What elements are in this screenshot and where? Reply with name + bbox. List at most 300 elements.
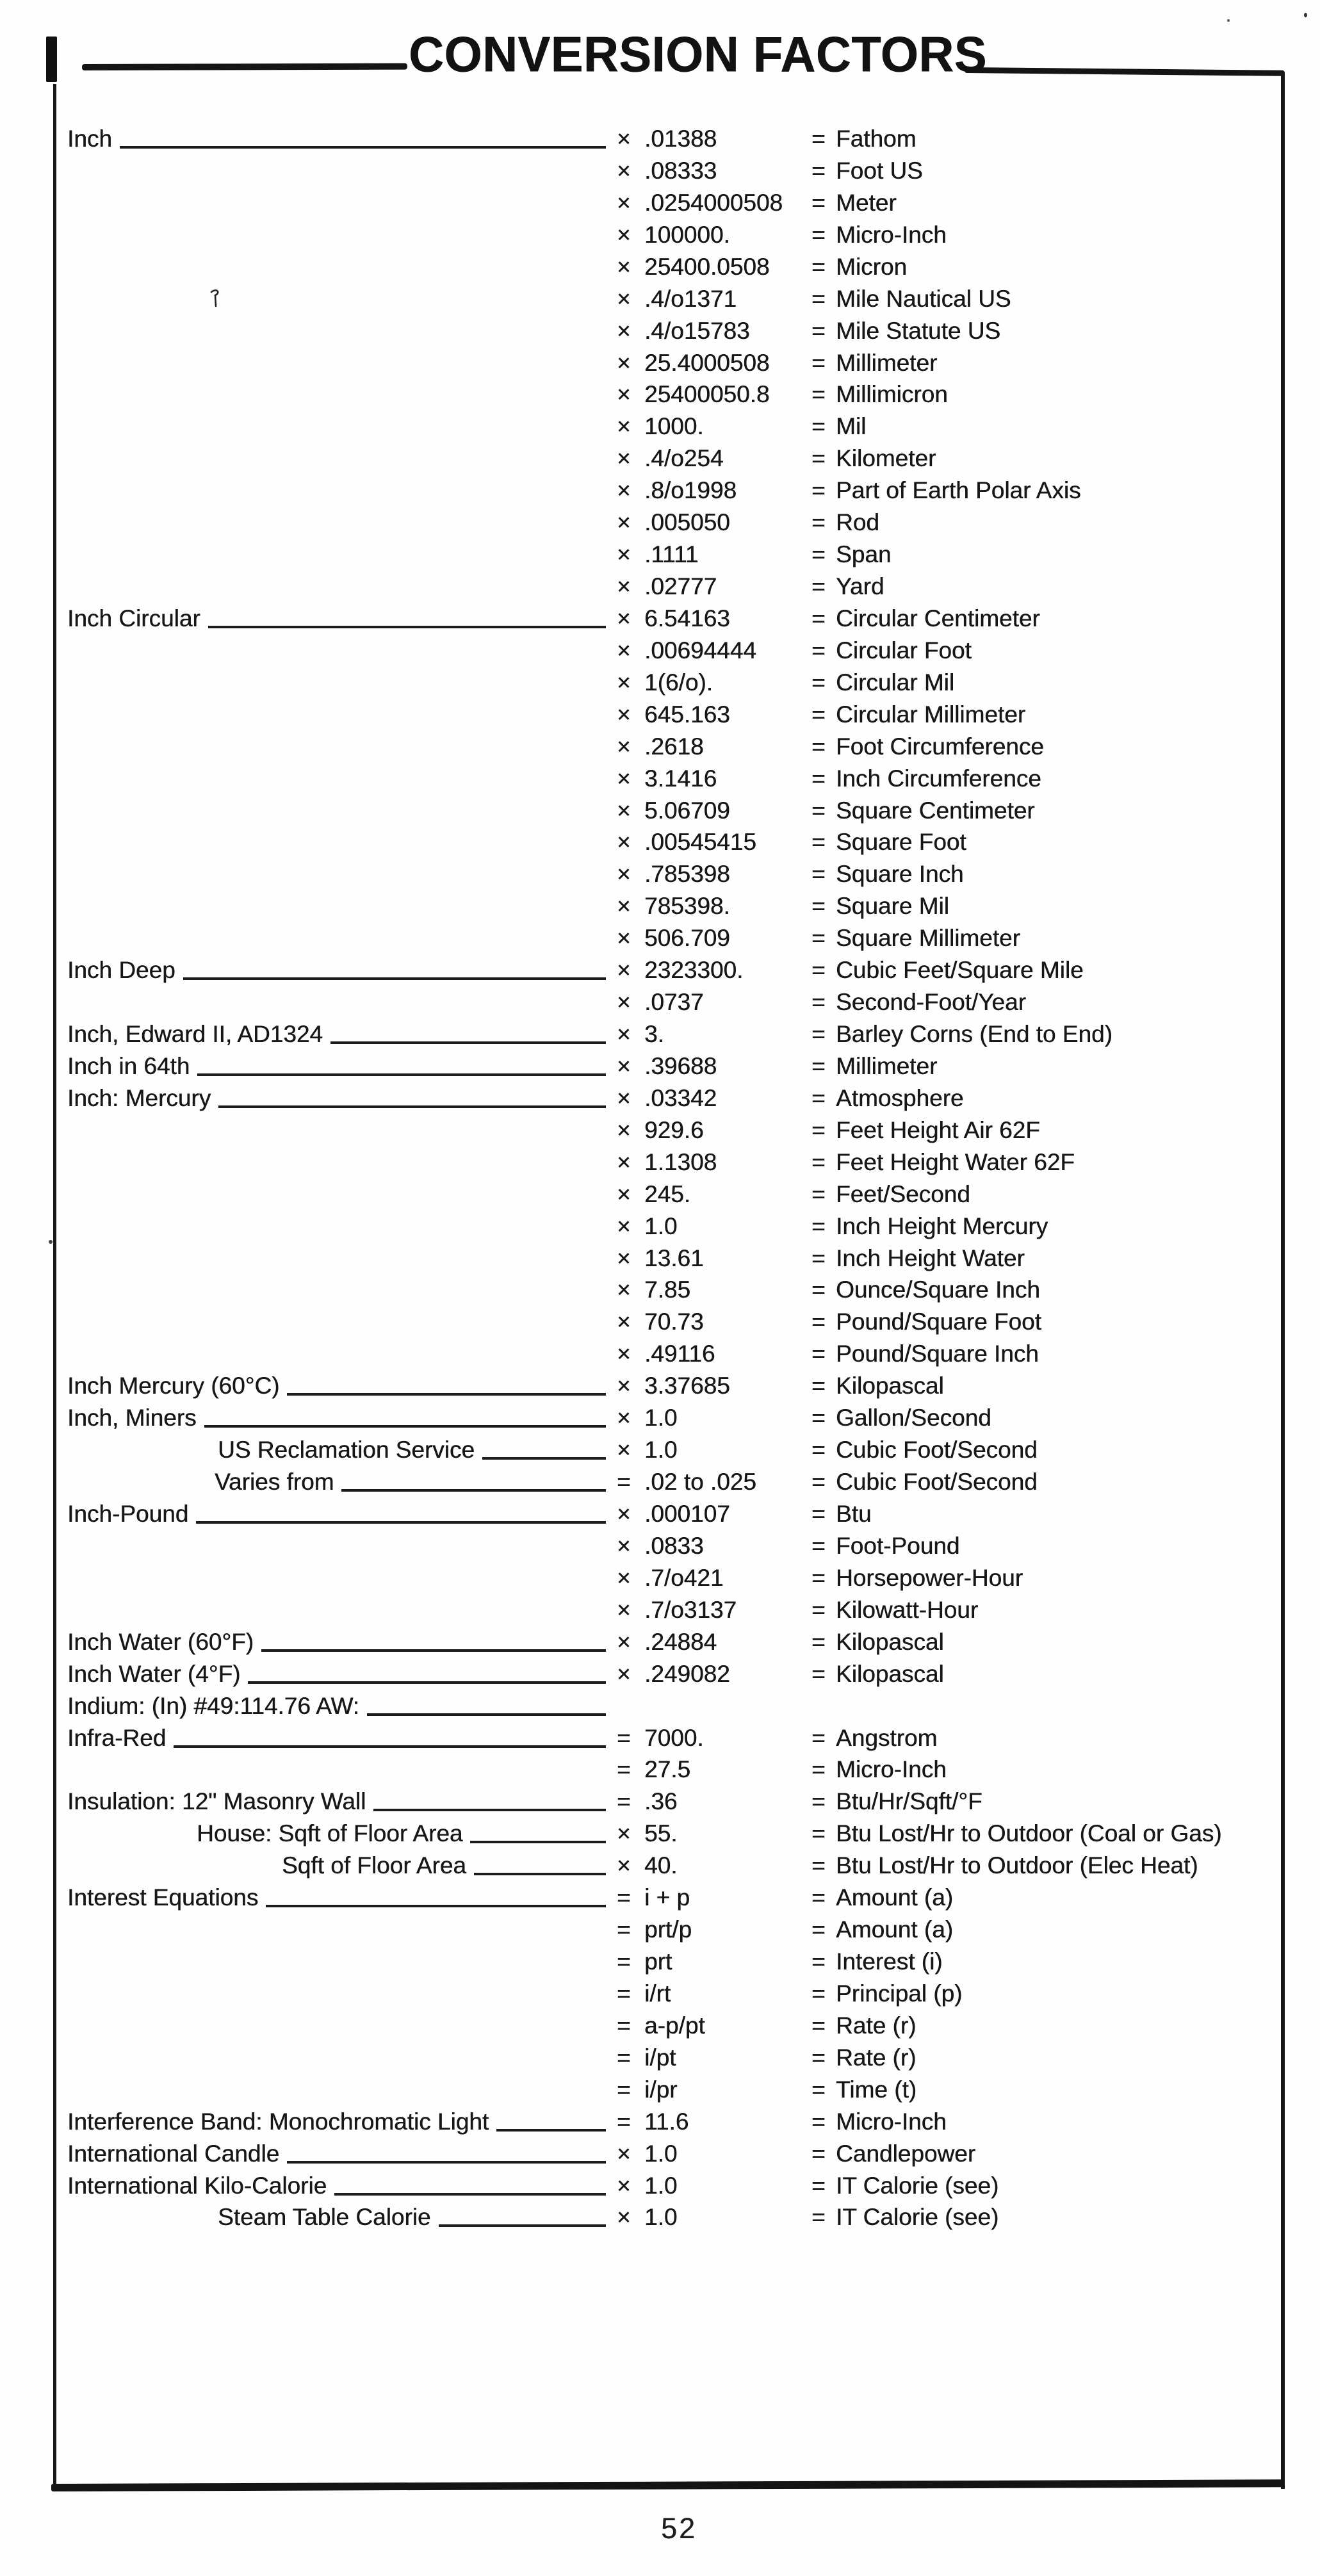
row-operator: = (617, 2108, 631, 2135)
table-row (0, 1050, 1320, 1082)
row-factor-value: .39688 (644, 1052, 717, 1079)
row-term-label: Inch: Mercury (67, 1084, 211, 1111)
row-equals-sign: = (811, 445, 826, 472)
table-row (0, 1018, 1320, 1050)
row-result-unit: Foot US (836, 157, 923, 184)
row-leader-line (174, 1722, 606, 1748)
table-row (0, 315, 1320, 347)
row-operator: = (617, 1884, 631, 1911)
row-equals-sign: = (811, 1084, 826, 1111)
row-result-unit: Cubic Feet/Square Mile (836, 957, 1084, 984)
row-operator: × (617, 797, 631, 824)
row-factor-value: 1.0 (644, 2204, 678, 2231)
table-row (0, 667, 1320, 699)
row-label-group (67, 1722, 608, 1754)
row-operator: × (617, 189, 631, 216)
row-leader-line (330, 1018, 606, 1044)
row-leader-line (367, 1690, 606, 1716)
row-factor-value: .08333 (644, 157, 717, 184)
row-equals-sign: = (811, 381, 826, 408)
row-factor-value: .0254000508 (644, 189, 783, 216)
row-label-group (67, 1690, 608, 1722)
row-operator: × (617, 126, 631, 152)
row-result-unit: Cubic Foot/Second (836, 1437, 1038, 1463)
row-term-label: Interest Equations (67, 1884, 259, 1911)
row-operator: × (617, 285, 631, 312)
row-operator: × (617, 1148, 631, 1175)
row-leader-line (373, 1786, 606, 1811)
row-equals-sign: = (811, 349, 826, 376)
row-equals-sign: = (811, 925, 826, 952)
row-equals-sign: = (811, 1405, 826, 1431)
row-equals-sign: = (811, 1500, 826, 1527)
table-row (0, 1946, 1320, 1978)
row-factor-value: 1.0 (644, 1437, 678, 1463)
row-result-unit: Second-Foot/Year (836, 989, 1026, 1016)
row-operator: × (617, 1244, 631, 1271)
row-operator: × (617, 1212, 631, 1239)
row-equals-sign: = (811, 1980, 826, 2007)
row-equals-sign: = (811, 829, 826, 856)
row-result-unit: IT Calorie (see) (836, 2172, 999, 2199)
row-equals-sign: = (811, 2044, 826, 2071)
row-result-unit: Rate (r) (836, 2012, 917, 2039)
row-term-label: Insulation: 12" Masonry Wall (67, 1788, 366, 1815)
row-equals-sign: = (811, 2012, 826, 2039)
row-equals-sign: = (811, 701, 826, 728)
table-row (0, 283, 1320, 315)
stray-pen-mark (209, 288, 224, 310)
row-result-unit: Circular Foot (836, 637, 972, 664)
row-equals-sign: = (811, 1052, 826, 1079)
row-equals-sign: = (811, 861, 826, 888)
row-leader-line (334, 2170, 606, 2196)
row-result-unit: Circular Millimeter (836, 701, 1026, 728)
row-factor-value: 7000. (644, 1724, 704, 1751)
row-result-unit: Millimeter (836, 349, 938, 376)
row-equals-sign: = (811, 477, 826, 504)
row-equals-sign: = (811, 1852, 826, 1879)
row-term-label: International Kilo-Calorie (67, 2172, 327, 2199)
table-row (0, 1082, 1320, 1114)
table-row (0, 1306, 1320, 1338)
row-factor-value: .4/o15783 (644, 317, 750, 344)
table-row (0, 411, 1320, 443)
row-term-label: House: Sqft of Floor Area (197, 1820, 463, 1847)
row-leader-line (470, 1818, 606, 1843)
table-row (0, 1370, 1320, 1402)
row-operator: × (617, 413, 631, 440)
table-row (0, 155, 1320, 187)
row-equals-sign: = (811, 541, 826, 568)
row-equals-sign: = (811, 1948, 826, 1975)
row-result-unit: Foot-Pound (836, 1532, 960, 1559)
row-factor-value: 11.6 (644, 2108, 689, 2135)
row-result-unit: Feet Height Air 62F (836, 1116, 1040, 1143)
row-equals-sign: = (811, 989, 826, 1016)
row-equals-sign: = (811, 1788, 826, 1815)
row-factor-value: 3. (644, 1021, 664, 1048)
row-operator: = (617, 1948, 631, 1975)
row-factor-value: 40. (644, 1852, 678, 1879)
row-factor-value: .005050 (644, 509, 730, 536)
row-equals-sign: = (811, 1373, 826, 1399)
row-factor-value: i/pt (644, 2044, 676, 2071)
row-leader-line (248, 1658, 606, 1684)
table-row (0, 1754, 1320, 1786)
row-leader-line (183, 954, 606, 980)
row-equals-sign: = (811, 2108, 826, 2135)
row-result-unit: Feet/Second (836, 1180, 970, 1207)
row-equals-sign: = (811, 637, 826, 664)
row-factor-value: prt (644, 1948, 672, 1975)
row-factor-value: 1(6/o). (644, 669, 713, 696)
row-label-group (67, 1786, 608, 1818)
row-equals-sign: = (811, 669, 826, 696)
row-equals-sign: = (811, 1212, 826, 1239)
row-equals-sign: = (811, 1532, 826, 1559)
row-result-unit: Circular Centimeter (836, 605, 1040, 632)
table-row (0, 1850, 1320, 1882)
row-factor-value: 245. (644, 1180, 691, 1207)
table-row (0, 699, 1320, 731)
row-operator: = (617, 2044, 631, 2071)
row-result-unit: Kilopascal (836, 1628, 944, 1655)
table-row (0, 1146, 1320, 1178)
row-operator: × (617, 1308, 631, 1335)
row-term-label: Sqft of Floor Area (282, 1852, 466, 1879)
row-result-unit: Micro-Inch (836, 221, 947, 248)
row-factor-value: 645.163 (644, 701, 730, 728)
row-term-label: US Reclamation Service (218, 1437, 475, 1463)
row-operator: = (617, 2012, 631, 2039)
row-operator: × (617, 1405, 631, 1431)
row-equals-sign: = (811, 1884, 826, 1911)
row-operator: × (617, 701, 631, 728)
row-result-unit: Amount (a) (836, 1916, 954, 1943)
row-operator: = (617, 1916, 631, 1943)
row-operator: × (617, 253, 631, 280)
row-operator: × (617, 1116, 631, 1143)
row-factor-value: 25400.0508 (644, 253, 770, 280)
table-row (0, 1722, 1320, 1754)
row-equals-sign: = (811, 2204, 826, 2231)
row-result-unit: Btu (836, 1500, 872, 1527)
row-factor-value: .0737 (644, 989, 704, 1016)
row-label-group (218, 2201, 608, 2233)
row-operator: × (617, 1500, 631, 1527)
table-row (0, 1658, 1320, 1690)
row-equals-sign: = (811, 1724, 826, 1751)
row-leader-line (439, 2201, 607, 2227)
row-factor-value: a-p/pt (644, 2012, 705, 2039)
row-term-label: Inch, Edward II, AD1324 (67, 1021, 323, 1048)
row-result-unit: Rate (r) (836, 2044, 917, 2071)
row-operator: × (617, 957, 631, 984)
row-operator: × (617, 1564, 631, 1591)
row-term-label: Inch Circular (67, 605, 200, 632)
row-result-unit: Kilopascal (836, 1660, 944, 1687)
row-operator: × (617, 1852, 631, 1879)
page-number: 52 (660, 2512, 697, 2545)
row-result-unit: Kilowatt-Hour (836, 1596, 979, 1623)
table-row (0, 571, 1320, 603)
row-result-unit: Square Inch (836, 861, 964, 888)
row-leader-line (208, 603, 606, 628)
row-result-unit: IT Calorie (see) (836, 2204, 999, 2231)
row-operator: × (617, 541, 631, 568)
row-result-unit: Atmosphere (836, 1084, 964, 1111)
row-result-unit: Micro-Inch (836, 2108, 947, 2135)
table-row (0, 2106, 1320, 2138)
row-result-unit: Square Mil (836, 893, 949, 920)
row-result-unit: Square Millimeter (836, 925, 1020, 952)
row-result-unit: Foot Circumference (836, 733, 1044, 760)
row-factor-value: .02777 (644, 573, 717, 600)
row-equals-sign: = (811, 1180, 826, 1207)
row-label-group (67, 1882, 608, 1914)
row-equals-sign: = (811, 509, 826, 536)
row-factor-value: .1111 (644, 541, 699, 568)
row-leader-line (197, 1050, 606, 1076)
row-operator: = (617, 2076, 631, 2103)
row-factor-value: i/pr (644, 2076, 678, 2103)
table-row (0, 1690, 1320, 1722)
row-factor-value: .000107 (644, 1500, 730, 1527)
row-operator: = (617, 1724, 631, 1751)
row-factor-value: .2618 (644, 733, 704, 760)
row-leader-line (474, 1850, 606, 1875)
row-operator: × (617, 349, 631, 376)
row-operator: × (617, 1820, 631, 1847)
row-equals-sign: = (811, 285, 826, 312)
row-term-label: Inch Mercury (60°C) (67, 1373, 280, 1399)
row-leader-line (287, 1370, 606, 1396)
row-result-unit: Pound/Square Inch (836, 1341, 1039, 1367)
row-label-group (67, 2106, 608, 2138)
row-factor-value: .7/o3137 (644, 1596, 737, 1623)
row-leader-line (482, 1434, 606, 1460)
row-factor-value: .24884 (644, 1628, 717, 1655)
row-result-unit: Principal (p) (836, 1980, 963, 2007)
row-factor-value: .00694444 (644, 637, 756, 664)
row-equals-sign: = (811, 573, 826, 600)
row-term-label: Inch (67, 126, 112, 152)
row-operator: = (617, 1788, 631, 1815)
row-equals-sign: = (811, 317, 826, 344)
row-equals-sign: = (811, 765, 826, 792)
row-term-label: Inch, Miners (67, 1405, 197, 1431)
row-factor-value: 1.0 (644, 1212, 678, 1239)
row-result-unit: Horsepower-Hour (836, 1564, 1023, 1591)
row-result-unit: Btu Lost/Hr to Outdoor (Coal or Gas) (836, 1820, 1222, 1847)
row-label-group (67, 1402, 608, 1434)
row-result-unit: Millimicron (836, 381, 948, 408)
row-equals-sign: = (811, 1820, 826, 1847)
table-row (0, 954, 1320, 986)
row-leader-line (261, 1626, 606, 1652)
row-factor-value: .00545415 (644, 829, 756, 856)
row-factor-value: 55. (644, 1820, 678, 1847)
table-row (0, 2138, 1320, 2170)
row-operator: × (617, 1276, 631, 1303)
row-leader-line (196, 1498, 606, 1524)
row-operator: × (617, 2140, 631, 2167)
table-row (0, 2170, 1320, 2202)
row-equals-sign: = (811, 893, 826, 920)
table-row (0, 1818, 1320, 1850)
row-label-group (67, 1498, 608, 1530)
row-equals-sign: = (811, 126, 826, 152)
row-label-group (282, 1850, 608, 1882)
row-equals-sign: = (811, 957, 826, 984)
table-row (0, 635, 1320, 667)
row-equals-sign: = (811, 797, 826, 824)
row-equals-sign: = (811, 1916, 826, 1943)
row-factor-value: 929.6 (644, 1116, 704, 1143)
table-row (0, 986, 1320, 1018)
row-result-unit: Span (836, 541, 892, 568)
table-row (0, 826, 1320, 858)
row-operator: × (617, 1437, 631, 1463)
table-row (0, 1562, 1320, 1594)
row-factor-value: .8/o1998 (644, 477, 737, 504)
row-equals-sign: = (811, 605, 826, 632)
row-result-unit: Ounce/Square Inch (836, 1276, 1040, 1303)
row-equals-sign: = (811, 1596, 826, 1623)
row-operator: × (617, 605, 631, 632)
row-equals-sign: = (811, 1628, 826, 1655)
table-row (0, 1498, 1320, 1530)
table-row (0, 1434, 1320, 1466)
row-equals-sign: = (811, 1148, 826, 1175)
row-operator: × (617, 573, 631, 600)
table-row (0, 603, 1320, 635)
row-result-unit: Mile Statute US (836, 317, 1001, 344)
row-result-unit: Millimeter (836, 1052, 938, 1079)
row-operator: = (617, 1980, 631, 2007)
row-operator: × (617, 381, 631, 408)
row-operator: × (617, 925, 631, 952)
row-result-unit: Gallon/Second (836, 1405, 991, 1431)
row-result-unit: Yard (836, 573, 884, 600)
table-row (0, 507, 1320, 539)
row-operator: × (617, 1532, 631, 1559)
row-operator: × (617, 1373, 631, 1399)
row-operator: × (617, 157, 631, 184)
row-leader-line (341, 1466, 606, 1492)
row-operator: × (617, 2204, 631, 2231)
row-label-group (218, 1434, 608, 1466)
row-factor-value: 70.73 (644, 1308, 704, 1335)
scan-speck (49, 1240, 53, 1244)
row-result-unit: Candlepower (836, 2140, 976, 2167)
row-equals-sign: = (811, 1276, 826, 1303)
row-equals-sign: = (811, 189, 826, 216)
row-factor-value: 1000. (644, 413, 704, 440)
row-result-unit: Micro-Inch (836, 1756, 947, 1783)
row-leader-line (120, 123, 606, 149)
row-label-group (215, 1466, 608, 1498)
row-operator: × (617, 445, 631, 472)
row-term-label: Inch in 64th (67, 1052, 190, 1079)
row-term-label: International Candle (67, 2140, 280, 2167)
row-factor-value: 6.54163 (644, 605, 730, 632)
row-factor-value: 1.0 (644, 1405, 678, 1431)
table-row (0, 1114, 1320, 1146)
row-result-unit: Circular Mil (836, 669, 954, 696)
row-result-unit: Feet Height Water 62F (836, 1148, 1075, 1175)
row-factor-value: .01388 (644, 126, 717, 152)
row-result-unit: Mil (836, 413, 867, 440)
table-row (0, 475, 1320, 507)
table-row (0, 2201, 1320, 2233)
row-operator: × (617, 829, 631, 856)
row-result-unit: Inch Circumference (836, 765, 1041, 792)
row-factor-value: 7.85 (644, 1276, 691, 1303)
table-row (0, 443, 1320, 475)
row-leader-line (204, 1402, 606, 1428)
row-label-group (67, 603, 608, 635)
row-label-group (67, 1658, 608, 1690)
row-result-unit: Square Foot (836, 829, 966, 856)
row-factor-value: 1.1308 (644, 1148, 717, 1175)
row-factor-value: 5.06709 (644, 797, 730, 824)
row-result-unit: Inch Height Water (836, 1244, 1025, 1271)
scan-speck (1304, 13, 1307, 17)
row-equals-sign: = (811, 2076, 826, 2103)
row-operator: × (617, 317, 631, 344)
row-result-unit: Angstrom (836, 1724, 938, 1751)
row-equals-sign: = (811, 1116, 826, 1143)
table-row (0, 1594, 1320, 1626)
scan-speck (1227, 19, 1230, 22)
row-result-unit: Rod (836, 509, 879, 536)
row-factor-value: .249082 (644, 1660, 730, 1687)
row-factor-value: 25400050.8 (644, 381, 770, 408)
row-result-unit: Interest (i) (836, 1948, 943, 1975)
row-factor-value: .4/o1371 (644, 285, 737, 312)
row-label-group (67, 1082, 608, 1114)
table-row (0, 539, 1320, 571)
row-result-unit: Btu/Hr/Sqft/°F (836, 1788, 982, 1815)
table-row (0, 2074, 1320, 2106)
row-factor-value: 506.709 (644, 925, 730, 952)
row-label-group (67, 123, 608, 155)
row-operator: × (617, 221, 631, 248)
row-operator: = (617, 1469, 631, 1496)
row-term-label: Varies from (215, 1469, 334, 1496)
row-result-unit: Amount (a) (836, 1884, 954, 1911)
row-equals-sign: = (811, 221, 826, 248)
row-equals-sign: = (811, 1021, 826, 1048)
row-factor-value: i/rt (644, 1980, 671, 2007)
row-operator: × (617, 1660, 631, 1687)
row-factor-value: .4/o254 (644, 445, 724, 472)
table-row (0, 1882, 1320, 1914)
row-operator: × (617, 1084, 631, 1111)
row-operator: × (617, 477, 631, 504)
row-factor-value: .0833 (644, 1532, 704, 1559)
row-term-label: Inch Water (60°F) (67, 1628, 254, 1655)
row-factor-value: .49116 (644, 1341, 715, 1367)
row-term-label: Inch-Pound (67, 1500, 189, 1527)
row-factor-value: .03342 (644, 1084, 717, 1111)
row-result-unit: Part of Earth Polar Axis (836, 477, 1081, 504)
table-row (0, 922, 1320, 954)
row-label-group (67, 954, 608, 986)
table-row (0, 890, 1320, 922)
